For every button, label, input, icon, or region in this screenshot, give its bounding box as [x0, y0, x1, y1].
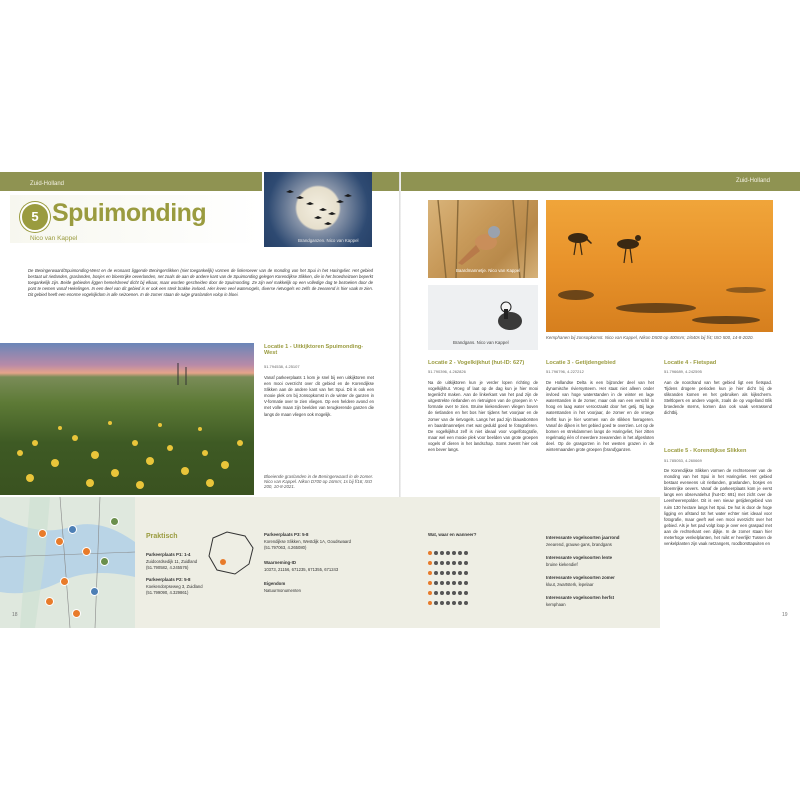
owner-label: Eigendom: [264, 581, 286, 586]
location-1-text: Vanaf parkeerplaats 1 kom je snel bij een uitkijktoren met een mooi overzicht over dit gebied en de Korendijkse Slikken aan de andere kant van het Spui. Dit is ook een mooie plek om bij zonsopkomst in de winter de ganzen in V-formatie over te zien vliegen. Op een heldere avond en met volle maan zijn beelden van terugkerende ganzen die langs de maan vliegen ook mogelijk.: [264, 375, 374, 417]
symbol-row-6: [428, 592, 528, 602]
province-outline: [205, 528, 257, 578]
map-pin-1[interactable]: [38, 529, 47, 538]
field-flowers-photo: [0, 343, 254, 495]
symbol-row-5: [428, 582, 528, 592]
area-map: [0, 497, 135, 628]
province-locator-map: [205, 528, 257, 578]
symbol-row-1: [428, 542, 528, 552]
waarneming-ids: 10373, 21156, 671235, 671355, 671243: [264, 567, 339, 572]
waders-caption: Kemphanen bij zonsopkomst. Nico van Kappel, Nikon D500 op 400mm; 1/640s bij f/4; ISO 500, 14-8-2020.: [546, 335, 754, 340]
flowers-overlay: [0, 343, 254, 495]
symbol-row-2: [428, 552, 528, 562]
chapter-title: Spuimonding: [52, 199, 207, 227]
location-5-text: De Korendijkse Slikken vormen de rechteroever van de monding van het Spui in het Haringvliet. Het gebied bestaat eveneens uit rietlanden, graslanden, bosjes en bloemrijke oevers. Vanaf de parkeerplaats kom je eerst langs een observatiehut (hut-ID: 691) met zicht over de Leenheerenpolder. Dit is een nieuw getijdengebied van ruim 130 hectare langs het Spui. De hut is door de hoge ligging en afstand tot het water echter niet ideaal voor fotografie, maar geeft wel een mooi overzicht over het gebied. Als je het pad volgt loop je over een graspad met aan de rechterkant een dijkje. In de zomer staan hier meterhoge venkelplanten, het ruikt er heerlijk! Tussen de venkelplanten zijn vaak netzangers, roodborsttapuiten en: [664, 468, 772, 547]
practical-heading: Praktisch: [146, 533, 178, 540]
owner-value: Natuurmonumenten: [264, 588, 302, 593]
map-pin-2[interactable]: [55, 537, 64, 546]
p1-label: Parkeerplaats P1: 1-4: [146, 552, 191, 557]
map-pin-5[interactable]: [60, 577, 69, 586]
p1-coord: (51.790582, 4.245576): [146, 565, 189, 570]
map-pin-3[interactable]: [82, 547, 91, 556]
location-1-title: Locatie 1 - Uitkijktoren Spuimonding-West: [264, 344, 364, 356]
waarneming-label: Waarneming-ID: [264, 560, 297, 565]
location-4-title: Locatie 4 - Fietspad: [664, 360, 717, 366]
p2-address: Koekendorpseweg 3, Zuidland: [146, 584, 203, 589]
chapter-author: Nico van Kappel: [30, 235, 78, 242]
map-pin-p1[interactable]: [68, 525, 77, 534]
species-yearround-head: Interessante vogelsoorten jaarrond: [546, 535, 620, 540]
moon-geese-photo: [264, 172, 372, 247]
p3-address: Korendijkse Slikken, Westdijk 1A, Goudswaard: [264, 539, 351, 544]
ruffs-sunrise-photo: [546, 200, 773, 332]
species-autumn-body: kemphaan: [546, 602, 566, 607]
location-2-title: Locatie 2 - Vogelkijkhut (hut-ID: 627): [428, 360, 525, 366]
p1-address: Zuidoordsedijk 11, Zuidland: [146, 559, 198, 564]
chapter-intro: De Beningerwaard/Spuimonding-West en de eronaast liggende Beningerslikken (niet toegankelijk) vormen de linkeroever van de monding van het Spui in het Haringvliet. Het gebied bestaat uit rietlanden, graslanden, bosjes en bloemrijke oeverlanden, net zoals de aan de andere kant van de Spuimonding gelegen Korendijkse Slikken, die in het broedseizoen beperkt toegankelijk zijn. Beide gebieden liggen hemelsbreed dicht bij elkaar, maar worden gescheiden door de Spuimonding. Ze zijn wel makkelijk op een volledige dag te bezoeken door de pont te nemen vanaf Hekelingen. In een deel van dit gebied is er ook een sterk brakke invloed. Hier leven veel watervogels, diverse rietvogels en zelfs de zeearend is hier vaak te zien. Dit gebied heeft een enorme vogelrijkdom in alle seizoenen. In de zomer staan de ruige graslanden volop in bloei.: [28, 268, 373, 298]
location-4-text: Aan de noordrand van het gebied ligt een fietspad. Tijdens drogere perioden kun je hier dicht bij de slikranden komen en het gebruiken als kijkscherm. Steltlopers en andere vogels, zoals de op vogelland Blik broedende sterns, komen dan ook vaak verrassend dichtbij.: [664, 380, 772, 416]
moon-caption: Brandganzen. Nico van Kappel: [298, 238, 359, 243]
symbol-row-3: [428, 562, 528, 572]
map-pin-7[interactable]: [72, 609, 81, 618]
location-3-title: Locatie 3 - Getijdengebied: [546, 360, 616, 366]
map-pin-6[interactable]: [45, 597, 54, 606]
geese-silhouettes: [264, 172, 372, 247]
location-1-coord: 51.794538, 4.25107: [264, 364, 300, 369]
left-region-label: Zuid-Holland: [30, 181, 65, 187]
right-region-label: Zuid-Holland: [735, 178, 770, 184]
bird2-caption: Brandgans. Nico van Kappel: [453, 340, 509, 345]
species-spring-body: bruine kiekendief: [546, 562, 578, 567]
map-pin-8[interactable]: [110, 517, 119, 526]
map-pin-p2[interactable]: [90, 587, 99, 596]
p2-coord: (51.799090, 4.329861): [146, 590, 189, 595]
reeds-overlay: [428, 200, 538, 278]
symbol-grid: [428, 542, 528, 602]
field-caption: Bloeiende graslanden in de Beningerwaard in de zomer. Nico van Kappel. Nikon D700 op 16mm; 1s bij f/16; ISO 200, 10-8-2021.: [264, 474, 374, 489]
left-region-band: [0, 172, 262, 191]
bird1-caption: Baardmannetje. Nico van Kappel: [456, 268, 521, 273]
location-2-text: Na de uitkijktoren kun je verder lopen richting de vogelkijkhut. Vroeg of laat op de dag kun je hier mooi tegenlicht maken. Aan de linkerkant van het pad zijn de uitgestrekte rietlanden en rietruigten van de groepen in V-formatie over te zien. Bruine kiekendieven vliegen boven de rietlanden en het bos hier tijdens het voorjaar en de zomer van de rietvogels. Langs het pad zijn blauwborsten en baardmannetjes met wat geduld goed te fotograferen. De vogelkijkhut zelf is niet ideaal voor vogelfotografie, maar wel een mooie plek voor beelden van grote groepen vogels of dieren in het landschap. Soms zwemt hier ook een bever langs.: [428, 380, 538, 453]
chapter-number-badge: 5: [20, 202, 50, 232]
p3-coord: (51.797063, 4.265080): [264, 545, 307, 550]
page-number-right: 19: [782, 612, 788, 618]
symbol-row-4: [428, 572, 528, 582]
species-summer-body: kluut, zwartsterk, lepelaar: [546, 582, 594, 587]
p2-label: Parkeerplaats P2: 5-8: [146, 577, 191, 582]
waders-overlay: [546, 200, 773, 332]
location-5-coord: 51.785053, 4.260669: [664, 458, 702, 463]
bearded-reedling-photo: [428, 200, 538, 278]
location-3-coord: 51.796796, 4.227212: [546, 369, 584, 374]
location-2-coord: 51.790396, 4.262826: [428, 369, 466, 374]
species-spring-head: Interessante vogelsoorten lente: [546, 555, 613, 560]
species-summer-head: Interessante vogelsoorten zomer: [546, 575, 615, 580]
species-autumn-head: Interessante vogelsoorten herfst: [546, 595, 615, 600]
location-5-title: Locatie 5 - Korendijkse Slikken: [664, 448, 747, 454]
right-region-band: [372, 172, 800, 191]
location-3-text: De Hollandse Delta is een bijzonder deel van het dynamische riviersysteem. Het staat niet alleen onder invloed van hoge waterstanden in de winter en lage waterstanden in de zomer, maar ook van een verschil in hoog en laag water veroorzaakt door het getij. Bij lage waterstanden in het voorjaar, de zomer en de vroege herfst kun je hier wormen van de slikken foerageren. Vanaf de dijken is het gebied goed te overzien. Let op de bomen en strekdammen langs de Haringvliet, hier zitten regelmatig één of meerdere zeearenden in het afgesloten deel. Op de grasgorzen in het westen grazen in de wintermaanden grote groepen (brand)ganzen.: [546, 380, 654, 453]
wat-waar-label: Wat, waar en wanneer?: [428, 532, 477, 537]
map-pin-4[interactable]: [100, 557, 109, 566]
species-yearround-body: zeearend, grauwe gans, brandgans: [546, 542, 612, 547]
location-4-coord: 51.796689, 4.242595: [664, 369, 702, 374]
page-number-left: 18: [12, 612, 18, 618]
barnacle-goose-photo: [428, 285, 538, 350]
p3-label: Parkeerplaats P3: 5-8: [264, 532, 309, 537]
